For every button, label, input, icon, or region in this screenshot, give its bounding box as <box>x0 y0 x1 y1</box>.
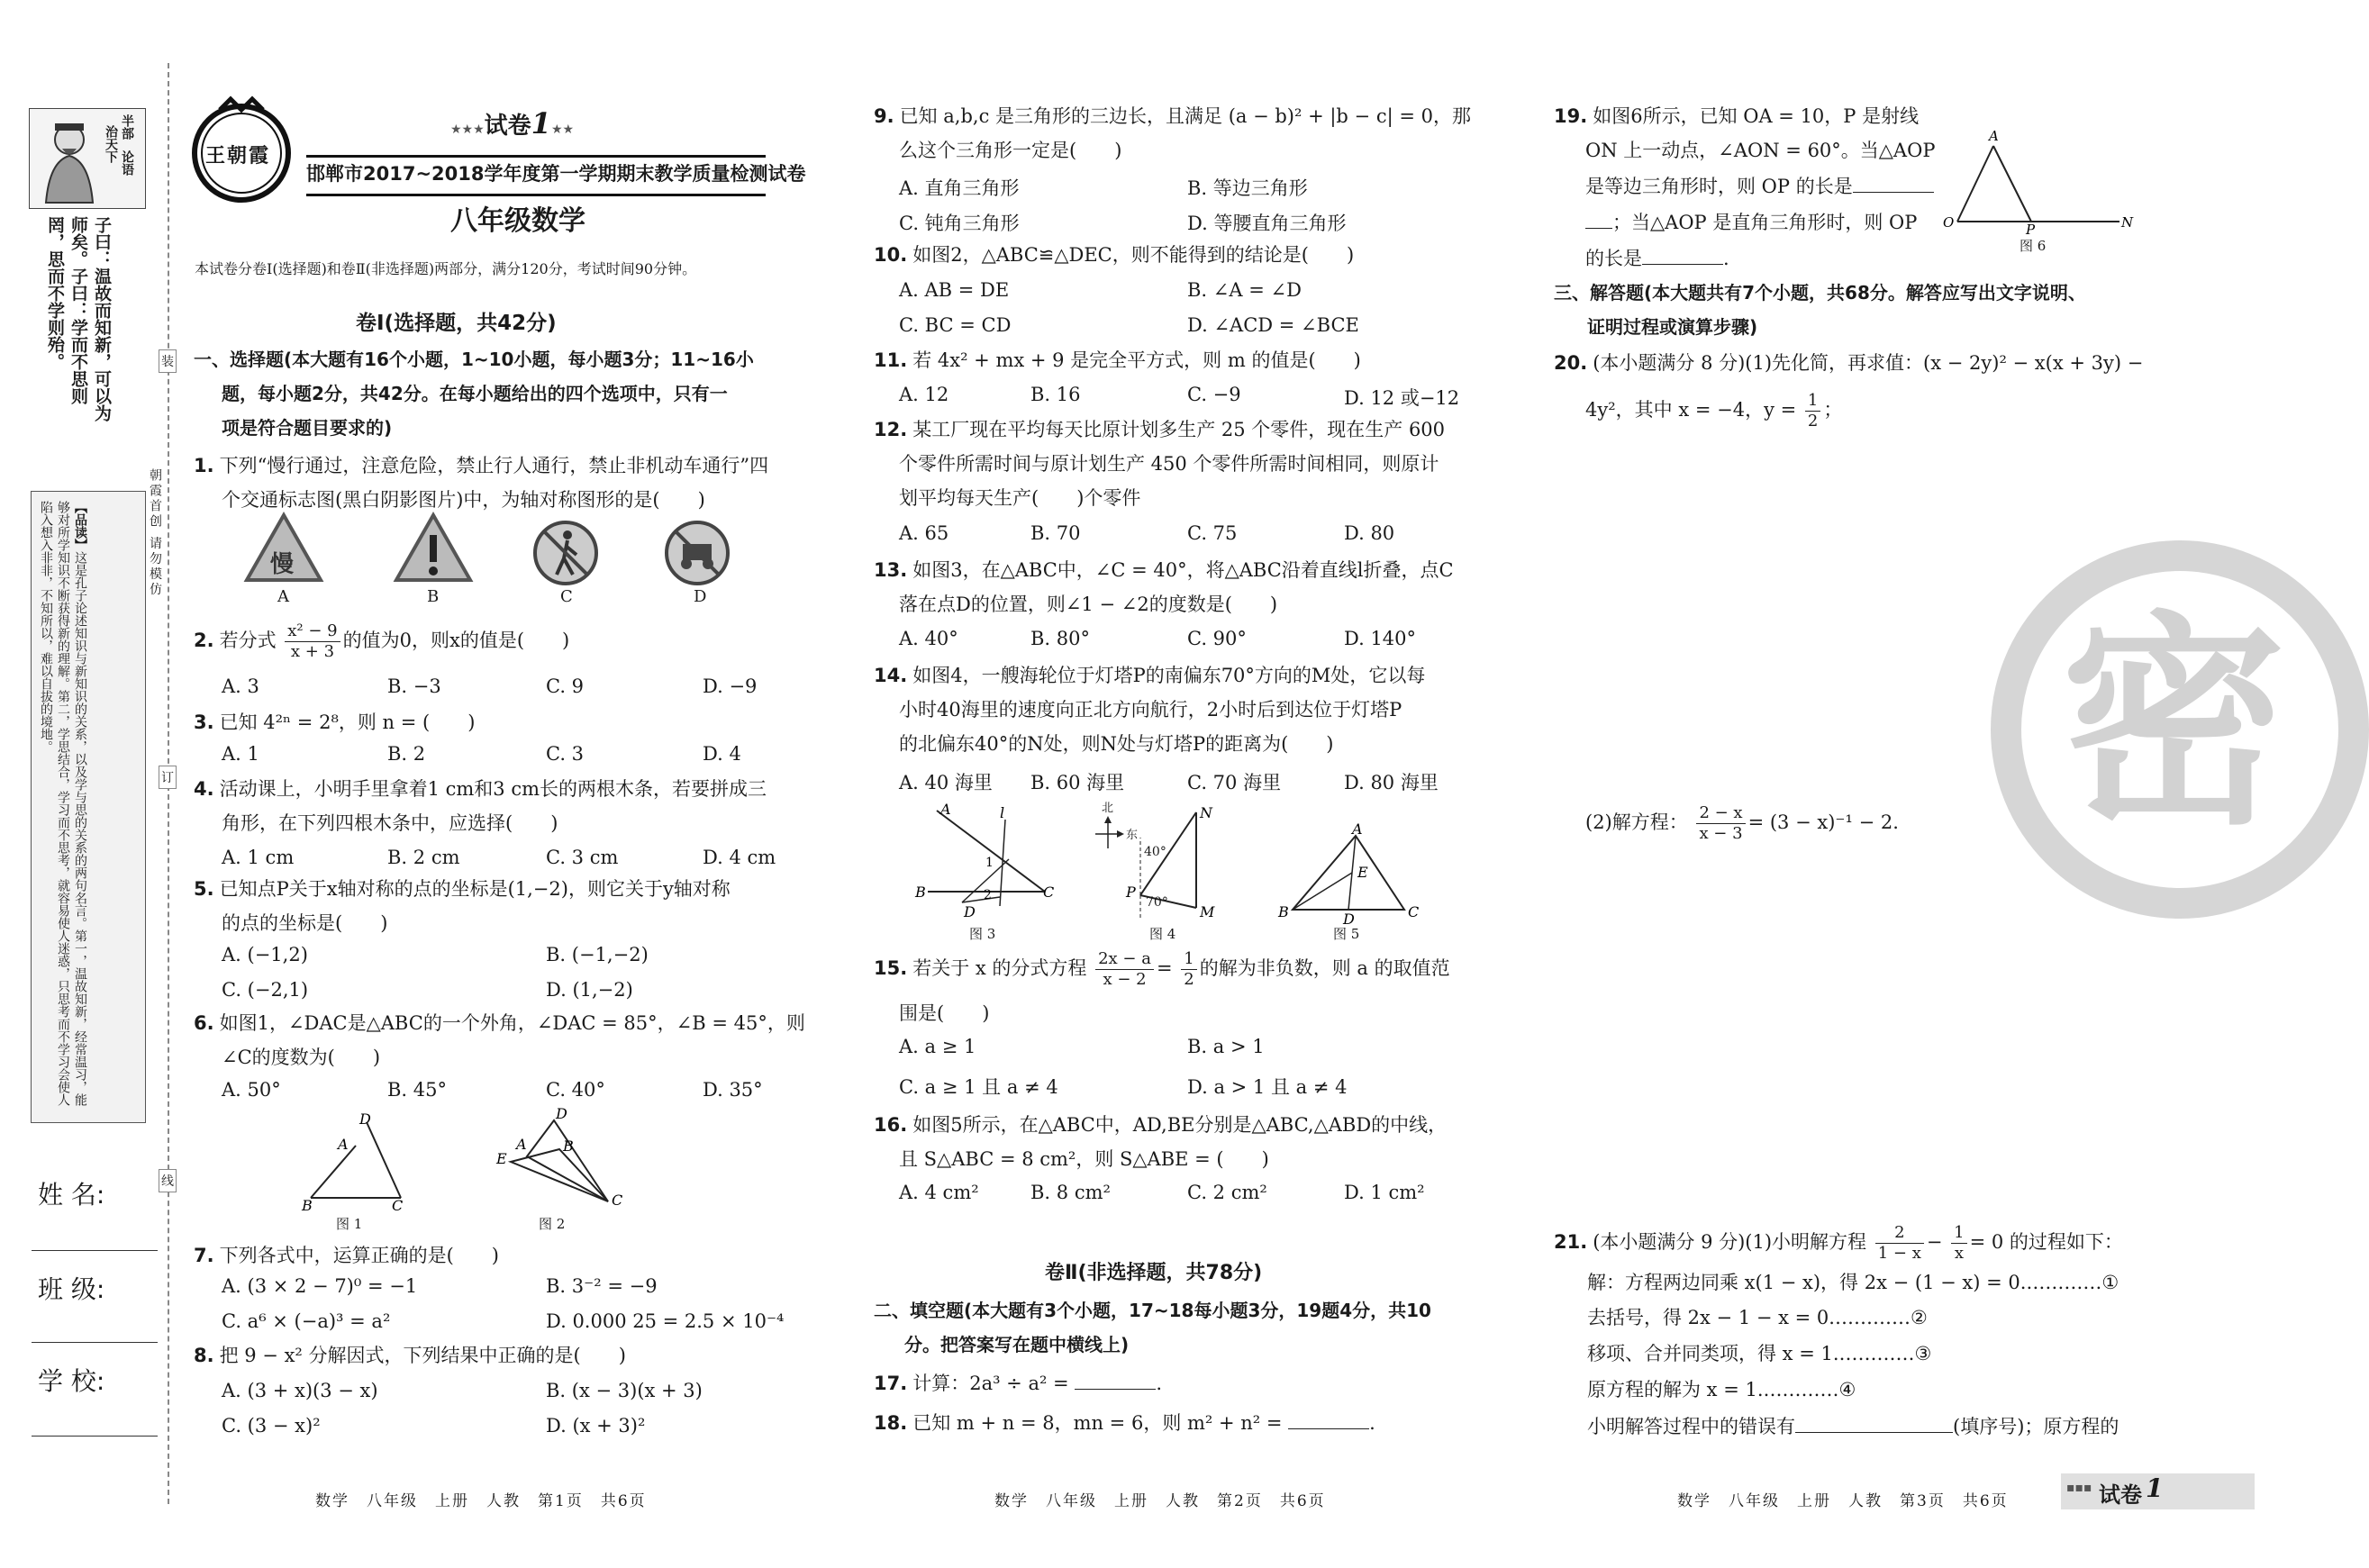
q12-line1: 某工厂现在平均每天比原计划多生产 25 个零件，现在生产 600 <box>912 419 1446 440</box>
part2-section-line2: 分。把答案写在题中横线上) <box>904 1334 1130 1355</box>
q21-post: = 0 的过程如下： <box>1969 1231 2123 1253</box>
q15-f1-den: x − 2 <box>1103 970 1147 989</box>
q16-opt-a: A. 4 cm² <box>899 1182 979 1203</box>
q5-opt-a: A. (−1,2) <box>222 944 308 965</box>
q6-opt-a: A. 50° <box>222 1079 281 1101</box>
q7-opt-a: A. (3 × 2 − 7)⁰ = −1 <box>222 1275 418 1297</box>
pindu-label: 【品读】 <box>73 501 87 551</box>
q8-number: 8. <box>194 1345 214 1366</box>
q16-opt-d: D. 1 cm² <box>1344 1182 1425 1203</box>
q4-opt-b: B. 2 cm <box>387 847 460 868</box>
q10-opt-d: D. ∠ACD = ∠BCE <box>1187 314 1359 336</box>
q15-opt-d: D. a > 1 且 a ≠ 4 <box>1187 1076 1348 1098</box>
svg-text:P: P <box>2026 222 2036 238</box>
q4-opt-d: D. 4 cm <box>703 847 776 868</box>
q7-opt-b: B. 3⁻² = −9 <box>546 1275 658 1297</box>
svg-text:C: C <box>1043 884 1055 901</box>
part1-section-line3: 项是符合题目要求的) <box>222 417 393 439</box>
figure-4-angle40: 40° <box>1144 845 1166 859</box>
q13-opt-d: D. 140° <box>1344 628 1417 649</box>
binding-mark-2: 订 <box>159 766 177 789</box>
q19-line5: 的长是 . <box>1585 248 1729 269</box>
q14-line2: 小时40海里的速度向正北方向航行，2小时后到达位于灯塔P <box>899 699 1402 721</box>
sign-no-pedestrian-icon <box>531 519 600 587</box>
q10-opt-a: A. AB = DE <box>899 279 1010 301</box>
q6 <box>194 1006 805 1040</box>
q15-f2-num: 1 <box>1181 949 1196 970</box>
q1-label-c: C <box>560 587 573 606</box>
q2-fraction <box>285 621 340 662</box>
q20-line2 <box>1585 391 1842 431</box>
q7 <box>194 1238 499 1273</box>
q2-frac-den: x + 3 <box>290 642 335 661</box>
q15-opt-c: C. a ≥ 1 且 a ≠ 4 <box>899 1076 1058 1098</box>
q9-opt-a: A. 直角三角形 <box>899 177 1020 199</box>
figure-4-east: 东 <box>1126 829 1139 842</box>
svg-text:D: D <box>359 1110 371 1128</box>
q3-opt-c: C. 3 <box>546 743 585 765</box>
q13 <box>874 553 1454 587</box>
q5-opt-d: D. (1,−2) <box>546 979 633 1001</box>
q14 <box>874 658 1425 693</box>
logo-text: 王朝霞 <box>205 144 271 168</box>
q20-line1: (本小题满分 8 分)(1)先化简，再求值：(x − 2y)² − x(x + 3y) − <box>1593 352 2144 374</box>
q3-opt-b: B. 2 <box>387 743 426 765</box>
svg-text:E: E <box>1357 864 1368 881</box>
q12-opt-d: D. 80 <box>1344 522 1395 544</box>
part2-section-line1: 二、填空题(本大题有3个小题，17~18每小题3分，19题4分，共10 <box>874 1300 1431 1321</box>
q11-opt-a: A. 12 <box>899 384 949 405</box>
svg-text:D: D <box>556 1105 567 1122</box>
q15-number: 15. <box>874 957 908 979</box>
exam-title-bar <box>306 155 806 196</box>
svg-text:A: A <box>516 1136 527 1153</box>
q17-answer-blank[interactable] <box>1075 1371 1156 1390</box>
q11-number: 11. <box>874 349 908 371</box>
q2-frac-num: x² − 9 <box>285 621 340 642</box>
q9-opt-d: D. 等腰直角三角形 <box>1187 213 1347 234</box>
badge-half: 半部 <box>120 114 134 140</box>
q21-pre: (本小题满分 9 分)(1)小明解方程 <box>1593 1231 1867 1253</box>
q17 <box>874 1366 1162 1400</box>
q18-number: 18. <box>874 1412 908 1434</box>
logo <box>187 97 295 205</box>
q4-number: 4. <box>194 778 214 800</box>
q1-line1: 下列“慢行通过，注意危险，禁止行人通行，禁止非机动车通行”四 <box>219 455 769 476</box>
footer-page-2: 数学 八年级 上册 人教 第2页 共6页 <box>994 1492 1326 1510</box>
svg-text:D: D <box>964 903 976 920</box>
q15-post: 的解为非负数，则 a 的取值范 <box>1199 957 1450 979</box>
q1-line2: 个交通标志图(黑白阴影图片)中，为轴对称图形的是( ) <box>222 489 705 511</box>
exam-intro: 本试卷分卷Ⅰ(选择题)和卷Ⅱ(非选择题)两部分，满分120分，考试时间90分钟。 <box>195 260 697 277</box>
q5-number: 5. <box>194 878 214 900</box>
binding-mark-3: 线 <box>159 1169 177 1192</box>
q14-line1: 如图4，一艘海轮位于灯塔P的南偏东70°方向的M处，它以每 <box>912 665 1426 686</box>
q2-post: 的值为0，则x的值是( ) <box>342 630 570 651</box>
q3-number: 3. <box>194 711 214 733</box>
q5-line2: 的点的坐标是( ) <box>222 912 388 934</box>
q21-f1-num: 2 <box>1875 1223 1924 1244</box>
q1 <box>194 449 768 483</box>
svg-text:D: D <box>1343 911 1355 928</box>
q8-opt-c: C. (3 − x)² <box>222 1415 321 1437</box>
q2 <box>194 621 569 662</box>
q20-frac-den: x − 3 <box>1699 824 1743 843</box>
q13-opt-c: C. 90° <box>1187 628 1247 649</box>
q16-opt-c: C. 2 cm² <box>1187 1182 1267 1203</box>
q12-opt-c: C. 75 <box>1187 522 1238 544</box>
q10-number: 10. <box>874 244 908 266</box>
q17-text: 计算：2a³ ÷ a² = <box>912 1373 1076 1394</box>
footer-page-3: 数学 八年级 上册 人教 第3页 共6页 <box>1677 1492 2009 1510</box>
figure-2 <box>491 1106 626 1212</box>
q7-opt-c: C. a⁶ × (−a)³ = a² <box>222 1310 391 1332</box>
q18-end: . <box>1369 1412 1375 1434</box>
sidebar <box>27 108 158 1144</box>
q7-opt-d: D. 0.000 25 = 2.5 × 10⁻⁴ <box>546 1310 785 1332</box>
q21-fraction-2 <box>1951 1223 1966 1264</box>
part2-title: 卷Ⅱ(非选择题，共78分) <box>1045 1262 1263 1284</box>
q19-number: 19. <box>1554 105 1588 127</box>
q2-number: 2. <box>194 630 214 651</box>
figure-6-caption: 图 6 <box>2020 238 2047 254</box>
figure-3-caption: 图 3 <box>969 926 996 942</box>
q14-opt-c: C. 70 海里 <box>1187 772 1282 793</box>
sign-no-vehicle-icon <box>663 519 731 587</box>
q6-opt-d: D. 35° <box>703 1079 763 1101</box>
q20-number: 20. <box>1554 352 1588 374</box>
q8-opt-a: A. (3 + x)(3 − x) <box>222 1380 378 1401</box>
q12 <box>874 412 1445 447</box>
q2-opt-d: D. −9 <box>703 675 758 697</box>
svg-text:C: C <box>1408 903 1420 920</box>
q15 <box>874 949 1450 990</box>
q19-line3 <box>1585 169 1934 204</box>
confidential-seal <box>1991 540 2369 919</box>
svg-text:B: B <box>1278 903 1289 920</box>
q21-step-3: 移项、合并同类项，得 x = 1.…………③ <box>1587 1343 1932 1364</box>
svg-text:A: A <box>338 1136 349 1153</box>
q7-text: 下列各式中，运算正确的是( ) <box>219 1245 499 1266</box>
pindu-body: 这是孔子论述知识与新知识的关系，以及学与思的关系的两句名言。第一，温故知新，经常温习，能够对所学知识不断获得新的理解。第二，学思结合，学习而不思考，就容易使人迷惑，只思考而不学习会使人陷入想入非非，不知所以，难以自拔的境地。 <box>39 501 87 1106</box>
q10-opt-c: C. BC = CD <box>899 314 1012 336</box>
q21 <box>1554 1223 2123 1264</box>
q15-f2-den: 2 <box>1184 970 1194 989</box>
svg-text:B: B <box>915 884 926 901</box>
q14-line3: 的北偏东40°的N处，则N处与灯塔P的距离为( ) <box>899 733 1334 755</box>
q12-line2: 个零件所需时间与原计划生产 450 个零件所需时间相同，则原计 <box>899 453 1439 475</box>
q16-number: 16. <box>874 1114 908 1136</box>
badge-rule: 治天下 <box>104 125 118 163</box>
q20-fraction <box>1696 803 1745 844</box>
svg-text:B: B <box>302 1197 313 1214</box>
q19-blank-2[interactable] <box>1642 246 1723 265</box>
q9-line1: 已知 a,b,c 是三角形的三边长，且满足 (a − b)² + |b − c| = 0，那 <box>899 105 1471 127</box>
q18-text: 已知 m + n = 8，mn = 6，则 m² + n² = <box>912 1412 1289 1434</box>
q9-opt-c: C. 钝角三角形 <box>899 213 1020 234</box>
q13-line1: 如图3，在△ABC中，∠C = 40°，将△ABC沿着直线l折叠，点C <box>912 559 1454 581</box>
q4 <box>194 772 767 806</box>
school-label: 学 校: <box>38 1366 105 1396</box>
q21-step-2: 去括号，得 2x − 1 − x = 0.…………② <box>1587 1307 1928 1328</box>
q20-line2-end: ； <box>1823 399 1843 421</box>
q1-number: 1. <box>194 455 214 476</box>
q15-pre: 若关于 x 的分式方程 <box>912 957 1087 979</box>
q19-line3-text: 是等边三角形时，则 OP 的长是 <box>1585 176 1853 197</box>
svg-text:M: M <box>1200 903 1215 920</box>
q8-text: 把 9 − x² 分解因式，下列结果中正确的是( ) <box>219 1345 626 1366</box>
q15-opt-b: B. a > 1 <box>1187 1036 1265 1057</box>
class-field[interactable] <box>32 1342 158 1343</box>
q14-opt-a: A. 40 海里 <box>899 772 993 793</box>
q4-line2: 角形，在下列四根木条中，应选择( ) <box>222 812 558 834</box>
q8-opt-b: B. (x − 3)(x + 3) <box>546 1380 703 1401</box>
q6-opt-b: B. 45° <box>387 1079 448 1101</box>
footer-exam-tag-label: 试卷 <box>2099 1482 2142 1508</box>
svg-text:A: A <box>1352 820 1363 838</box>
part1-title: 卷Ⅰ(选择题，共42分) <box>356 312 557 335</box>
q17-end: . <box>1156 1373 1163 1394</box>
svg-text:E: E <box>496 1150 507 1167</box>
q12-opt-b: B. 70 <box>1030 522 1081 544</box>
badge-analects: 论语 <box>120 150 134 176</box>
q21-step-1: 解：方程两边同乘 x(1 − x)，得 2x − (1 − x) = 0.…………① <box>1587 1272 2119 1293</box>
q3 <box>194 705 475 739</box>
q2-pre: 若分式 <box>219 630 277 651</box>
q5 <box>194 872 731 906</box>
exam-tag: ★★★试卷1★★ <box>450 106 575 140</box>
svg-text:N: N <box>2121 214 2134 231</box>
q12-line3: 划平均每天生产( )个零件 <box>899 487 1141 509</box>
q19-line1: 如图6所示，已知 OA = 10，P 是射线 <box>1593 105 1920 127</box>
svg-text:A: A <box>940 801 951 818</box>
q21-f2-num: 1 <box>1951 1223 1966 1244</box>
q21-error-blank[interactable] <box>1795 1414 1953 1433</box>
pindu-text <box>37 501 88 1113</box>
q3-text: 已知 4²ⁿ = 2⁸，则 n = ( ) <box>219 711 476 733</box>
q16-line2: 且 S△ABC = 8 cm²，则 S△ABE = ( ) <box>899 1148 1269 1170</box>
q5-opt-b: B. (−1,−2) <box>546 944 649 965</box>
q20 <box>1554 346 2143 380</box>
q20-frac-num: 2 − x <box>1696 803 1745 824</box>
q13-number: 13. <box>874 559 908 581</box>
q6-line2: ∠C的度数为( ) <box>222 1047 381 1068</box>
q10-opt-b: B. ∠A = ∠D <box>1187 279 1302 301</box>
q17-number: 17. <box>874 1373 908 1394</box>
q11-opt-b: B. 16 <box>1030 384 1081 405</box>
confidential-seal-text: 密 <box>2061 593 2286 855</box>
svg-text:C: C <box>392 1197 404 1214</box>
q19-line4 <box>1585 205 1917 240</box>
q10 <box>874 238 1354 272</box>
q18 <box>874 1406 1375 1440</box>
q16 <box>874 1108 1447 1142</box>
q1-label-b: B <box>427 587 440 606</box>
q19-blank-1[interactable] <box>1853 174 1934 193</box>
svg-text:O: O <box>1943 214 1955 231</box>
figure-4-caption: 图 4 <box>1149 926 1176 942</box>
q21-error-pre: 小明解答过程中的错误有 <box>1587 1416 1795 1437</box>
q11-text: 若 4x² + mx + 9 是完全平方式，则 m 的值是( ) <box>912 349 1361 371</box>
q15-fraction-2 <box>1181 949 1196 990</box>
q15-fraction-1 <box>1095 949 1154 990</box>
svg-text:B: B <box>563 1137 574 1155</box>
q21-number: 21. <box>1554 1231 1588 1253</box>
q18-answer-blank[interactable] <box>1288 1410 1369 1429</box>
binding-mark-1: 装 <box>159 349 177 373</box>
q21-fraction-1 <box>1875 1223 1924 1264</box>
q21-error-post: (填序号)；原方程的 <box>1953 1416 2119 1437</box>
svg-text:P: P <box>1126 884 1136 901</box>
part1-section-line1: 一、选择题(本大题有16个小题，1~10小题，每小题3分；11~16小 <box>194 349 754 370</box>
pindu-box <box>31 491 146 1123</box>
footer-exam-tag: ▪▪▪ 试卷 1 <box>2061 1473 2255 1509</box>
q11-opt-c: C. −9 <box>1187 384 1241 405</box>
q5-opt-c: C. (−2,1) <box>222 979 309 1001</box>
q20-part2-label: (2)解方程： <box>1585 811 1688 833</box>
figure-5-caption: 图 5 <box>1333 926 1360 942</box>
q1-label-d: D <box>694 587 707 606</box>
school-field[interactable] <box>32 1436 158 1437</box>
q9 <box>874 99 1471 133</box>
confucius-portrait-icon <box>33 116 105 203</box>
q13-line2: 落在点D的位置，则∠1 − ∠2的度数是( ) <box>899 594 1278 615</box>
q4-line1: 活动课上，小明手里拿着1 cm和3 cm长的两根木条，若要拼成三 <box>219 778 767 800</box>
q14-opt-d: D. 80 海里 <box>1344 772 1439 793</box>
q4-opt-a: A. 1 cm <box>222 847 295 868</box>
q20-line2-text: 4y²，其中 x = −4，y = <box>1585 399 1802 421</box>
q13-opt-a: A. 40° <box>899 628 958 649</box>
svg-text:A: A <box>1989 128 1999 144</box>
q20-y-den: 2 <box>1807 412 1819 431</box>
q19 <box>1554 99 1919 133</box>
svg-text:1: 1 <box>985 856 994 870</box>
q12-number: 12. <box>874 419 908 440</box>
q16-opt-b: B. 8 cm² <box>1030 1182 1111 1203</box>
q19-line5-text: 的长是 <box>1585 248 1642 269</box>
q21-f2-den: x <box>1954 1244 1964 1263</box>
class-label: 班 级: <box>38 1274 105 1304</box>
q20-y-fraction <box>1805 391 1820 431</box>
exam-tag-number: 1 <box>531 106 551 140</box>
exam-tag-label: 试卷 <box>484 113 531 140</box>
q19-line2: ON 上一动点，∠AON = 60°。当△AOP <box>1585 140 1936 161</box>
svg-text:l: l <box>1000 804 1005 821</box>
q2-opt-a: A. 3 <box>222 675 259 697</box>
confucius-portrait-box <box>29 108 146 209</box>
name-field[interactable] <box>32 1250 158 1251</box>
q2-opt-b: B. −3 <box>387 675 441 697</box>
figure-4-angle70: 70° <box>1146 895 1168 910</box>
figure-1-caption: 图 1 <box>336 1216 363 1232</box>
copyright-note: 朝霞首创 请勿模仿 <box>148 468 162 598</box>
q21-error-line <box>1587 1409 2119 1444</box>
exam-title: 邯郸市2017~2018学年度第一学期期末教学质量检测试卷 <box>306 163 806 185</box>
q9-opt-b: B. 等边三角形 <box>1187 177 1308 199</box>
figure-2-caption: 图 2 <box>539 1216 566 1232</box>
q21-f1-den: 1 − x <box>1877 1244 1921 1263</box>
name-label: 姓 名: <box>38 1180 105 1210</box>
part3-section-line1: 三、解答题(本大题共有7个小题，共68分。解答应写出文字说明、 <box>1554 282 2086 304</box>
q19-line4-text: ；当△AOP 是直角三角形时，则 OP <box>1612 212 1918 233</box>
part1-section-line2: 题，每小题2分，共42分。在每小题给出的四个选项中，只有一 <box>222 383 728 404</box>
q21-step-4: 原方程的解为 x = 1.…………④ <box>1587 1379 1856 1400</box>
q15-f1-num: 2x − a <box>1095 949 1154 970</box>
q14-number: 14. <box>874 665 908 686</box>
sign-slow-text: 慢 <box>270 551 295 578</box>
q15-opt-a: A. a ≥ 1 <box>899 1036 976 1057</box>
q7-number: 7. <box>194 1245 214 1266</box>
confucius-quote: 子曰：温故而知新，可以为师矣。子曰：学而不思则罔，思而不学则殆。 <box>45 216 112 421</box>
q15-line2: 围是( ) <box>899 1002 990 1024</box>
q3-opt-a: A. 1 <box>222 743 259 765</box>
q19-blank-1-cont[interactable] <box>1585 210 1612 229</box>
q4-opt-c: C. 3 cm <box>546 847 619 868</box>
q2-opt-c: C. 9 <box>546 675 585 697</box>
footer-exam-tag-number: 1 <box>2146 1473 2164 1503</box>
figure-5 <box>1275 820 1423 928</box>
figure-3 <box>910 802 1063 919</box>
q20-part2 <box>1585 803 1899 844</box>
footer-page-1: 数学 八年级 上册 人教 第1页 共6页 <box>315 1492 647 1510</box>
q10-text: 如图2，△ABC≌△DEC，则不能得到的结论是( ) <box>912 244 1355 266</box>
q8 <box>194 1338 626 1373</box>
q12-opt-a: A. 65 <box>899 522 949 544</box>
q15-equals: = <box>1156 957 1173 979</box>
sign-danger-icon <box>393 512 474 584</box>
q6-number: 6. <box>194 1012 214 1034</box>
q8-opt-d: D. (x + 3)² <box>546 1415 646 1437</box>
q16-line1: 如图5所示，在△ABC中，AD,BE分别是△ABC,△ABD的中线， <box>912 1114 1448 1136</box>
q1-label-a: A <box>277 587 289 606</box>
q9-number: 9. <box>874 105 894 127</box>
q6-opt-c: C. 40° <box>546 1079 605 1101</box>
figure-6 <box>1941 126 2139 243</box>
q9-line2: 么这个三角形一定是( ) <box>899 140 1122 161</box>
svg-text:2: 2 <box>984 888 992 902</box>
q14-opt-b: B. 60 海里 <box>1030 772 1125 793</box>
svg-text:C: C <box>612 1192 623 1209</box>
q5-line1: 已知点P关于x轴对称的点的坐标是(1,−2)，则它关于y轴对称 <box>219 878 731 900</box>
subject-title: 八年级数学 <box>450 205 585 237</box>
q21-minus: − <box>1926 1231 1943 1253</box>
q13-opt-b: B. 80° <box>1030 628 1091 649</box>
q11-opt-d: D. 12 或−12 <box>1344 387 1460 409</box>
q6-line1: 如图1，∠DAC是△ABC的一个外角，∠DAC = 85°，∠B = 45°，则 <box>219 1012 805 1034</box>
part3-section-line2: 证明过程或演算步骤) <box>1587 316 1758 338</box>
q3-opt-d: D. 4 <box>703 743 741 765</box>
figure-1 <box>302 1110 419 1214</box>
svg-text:N: N <box>1200 804 1212 821</box>
q20-part2-end: = (3 − x)⁻¹ − 2. <box>1747 811 1899 833</box>
q11 <box>874 343 1361 377</box>
figure-4-north: 北 <box>1102 802 1114 815</box>
q20-y-num: 1 <box>1805 391 1820 412</box>
